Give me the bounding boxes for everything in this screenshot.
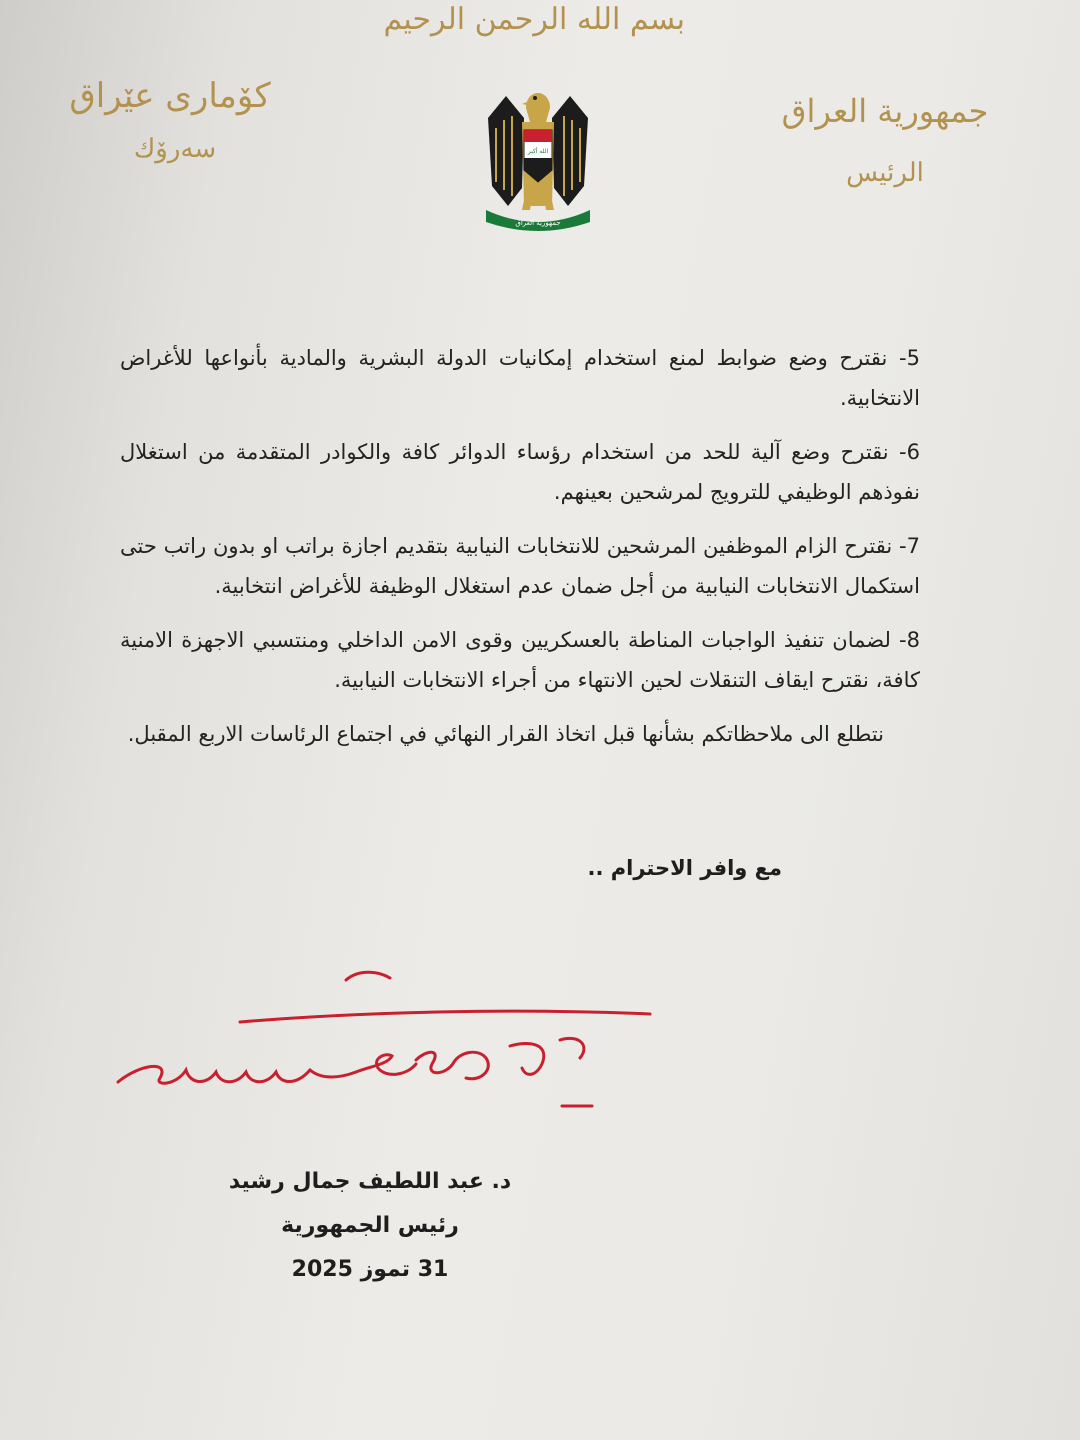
kurdish-subtitle: سەرۆك xyxy=(133,134,217,164)
shield-text: الله أكبر xyxy=(527,148,549,155)
paragraph-5: 5- نقترح وضع ضوابط لمنع استخدام إمكانيات الدولة البشرية والمادية بأنواعها للأغراض الانتخابية. xyxy=(120,346,920,410)
handwritten-signature xyxy=(110,960,670,1120)
closing-paragraph: نتطلع الى ملاحظاتكم بشأنها قبل اتخاذ القرار النهائي في اجتماع الرئاسات الاربع المقبل. xyxy=(127,722,884,746)
signatory-title: رئيس الجمهورية xyxy=(281,1213,459,1238)
kurdish-title: كۆماری عێراق xyxy=(69,76,271,116)
signature-block xyxy=(220,1160,520,1292)
regards-line: مع وافر الاحترام .. xyxy=(587,856,782,880)
paragraph-6: 6- نقترح وضع آلية للحد من استخدام رؤساء الدوائر كافة والكوادر المتقدمة من استغلال نفوذهم الوظيفي للترويج لمرشحين بعينهم. xyxy=(120,440,920,504)
basmala: بسم الله الرحمن الرحيم xyxy=(383,2,685,37)
signatory-name: د. عبد اللطيف جمال رشيد xyxy=(228,1169,512,1194)
arabic-subtitle: الرئيس xyxy=(846,158,924,188)
ribbon-text: جمهورية العراق xyxy=(515,219,561,227)
paragraph-7: 7- نقترح الزام الموظفين المرشحين للانتخابات النيابية بتقديم اجازة براتب او بدون راتب حتى استكمال الانتخابات النيابية من أجل ضمان عدم استغلال الوظيفة للأغراض انتخابية. xyxy=(120,534,920,598)
iraq-eagle-emblem xyxy=(478,78,598,238)
arabic-title: جمهورية العراق xyxy=(781,92,989,130)
letter-body xyxy=(120,338,920,768)
paragraph-8: 8- لضمان تنفيذ الواجبات المناطة بالعسكريين وقوى الامن الداخلي ومنتسبي الاجهزة الامنية كافة، نقترح ايقاف التنقلات لحين الانتهاء من أجراء الانتخابات النيابية. xyxy=(120,628,920,692)
letter-date: 31 تموز 2025 xyxy=(291,1257,449,1282)
